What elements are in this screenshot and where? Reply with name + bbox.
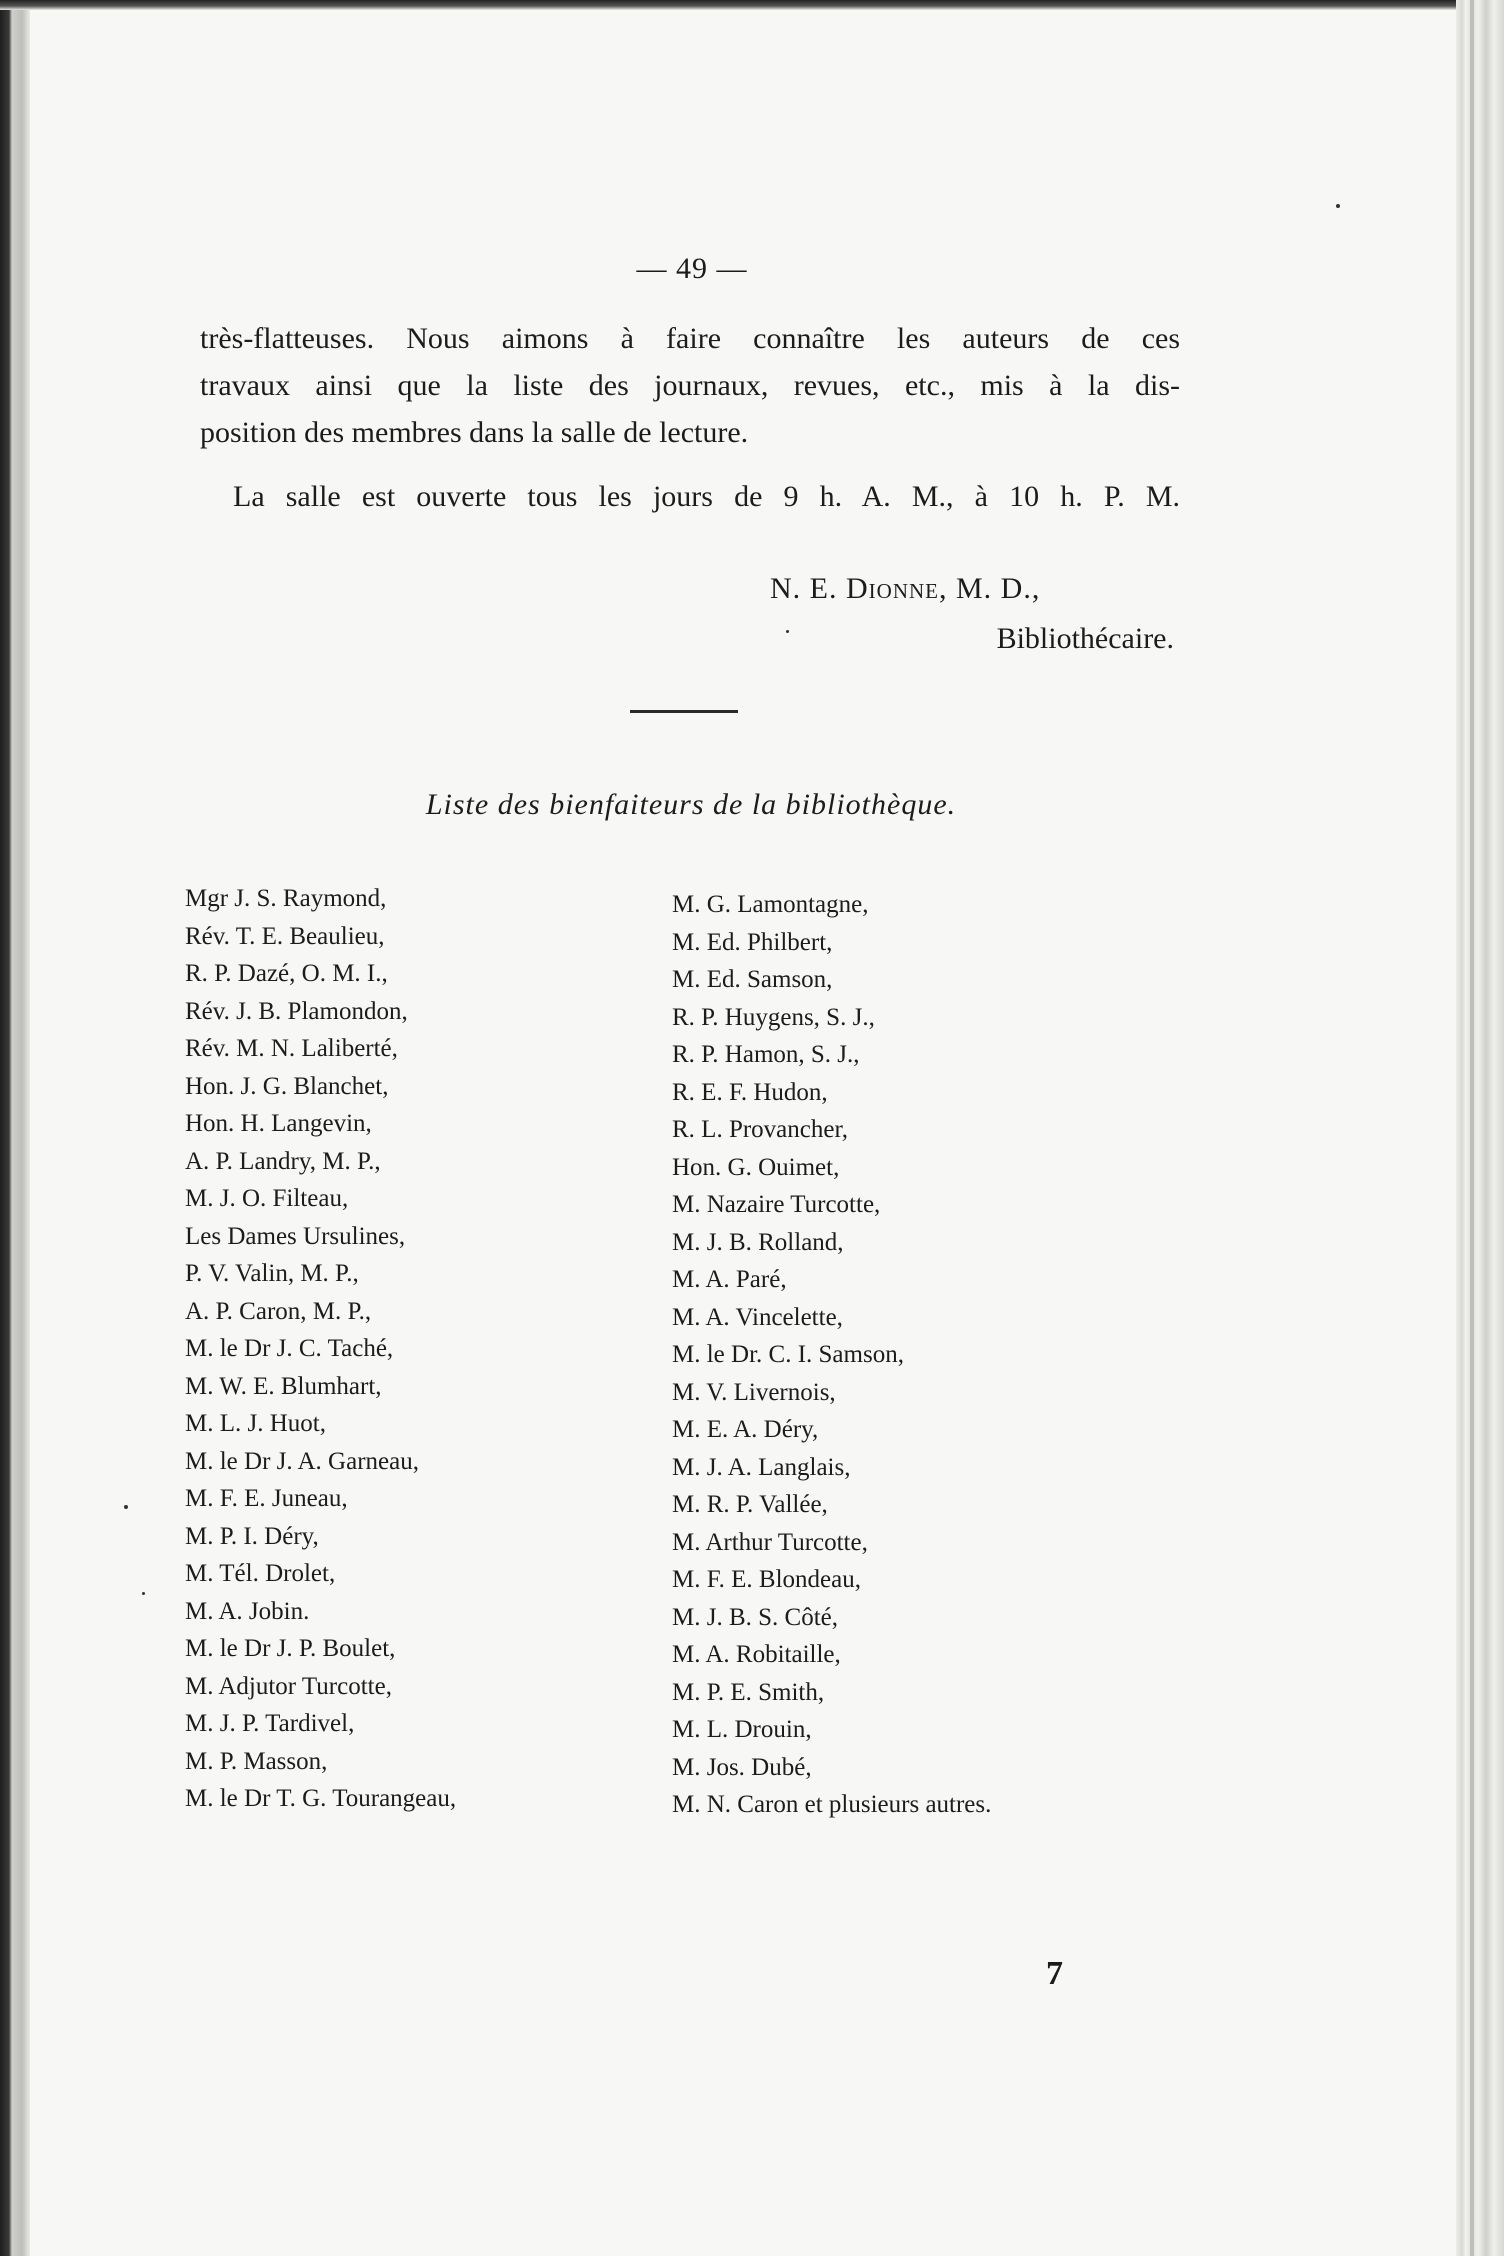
benefactor-name: M. Arthur Turcotte, [672,1528,868,1556]
benefactor-name: M. le Dr J. P. Boulet, [185,1635,396,1662]
benefactor-name: M. V. Livernois, [672,1378,836,1406]
binding-edge [0,0,30,2256]
signatory-name: N. E. Dionne, M. D., [770,572,1041,605]
benefactor-name: M. A. Vincelette, [672,1303,843,1331]
printer-signature-mark: 7 [1046,1955,1063,1992]
benefactor-name: M. W. E. Blumhart, [185,1372,382,1400]
benefactor-name: M. le Dr J. A. Garneau, [185,1447,419,1475]
benefactor-name: M. Ed. Philbert, [672,928,833,956]
benefactor-name: R. L. Provancher, [672,1116,849,1143]
benefactor-name: Hon. J. G. Blanchet, [185,1072,389,1100]
benefactor-name: M. J. O. Filteau, [185,1185,349,1212]
benefactor-name: Rév. T. E. Beaulieu, [185,922,385,950]
page-number: — 49 — [636,252,748,285]
intro-line: travaux ainsi que la liste des journaux, revues, etc., mis à la dis- [200,369,1180,402]
benefactor-name: M. A. Paré, [672,1266,787,1293]
intro-paragraph [200,315,1180,456]
benefactor-name: R. P. Huygens, S. J., [672,1003,875,1031]
benefactor-name: M. L. Drouin, [672,1716,812,1743]
benefactor-name: P. V. Valin, M. P., [185,1260,359,1287]
benefactor-name: M. J. B. Rolland, [672,1228,844,1256]
benefactor-name: Rév. M. N. Laliberté, [185,1035,398,1062]
benefactor-name: M. F. E. Juneau, [185,1485,348,1512]
benefactor-name: M. J. P. Tardivel, [185,1710,355,1737]
benefactor-name: Rév. J. B. Plamondon, [185,997,408,1025]
benefactor-name: Hon. G. Ouimet, [672,1153,840,1181]
benefactor-name: M. P. Masson, [185,1747,328,1775]
opening-hours: La salle est ouverte tous les jours de 9 h. A. M., à 10 h. P. M. [233,480,1180,513]
benefactor-name: M. R. P. Vallée, [672,1491,828,1518]
benefactor-name: A. P. Caron, M. P., [185,1297,372,1325]
dust-speck [1336,204,1340,208]
benefactor-name: R. E. F. Hudon, [672,1078,828,1106]
benefactor-name: M. P. E. Smith, [672,1678,825,1706]
benefactor-name: M. Adjutor Turcotte, [185,1672,392,1700]
signatory-title: Bibliothécaire. [996,622,1174,655]
benefactor-name: M. N. Caron et plusieurs autres. [672,1791,992,1818]
intro-line: position des membres dans la salle de lecture. [200,416,749,449]
signature-block [700,564,1174,664]
benefactor-name: M. E. A. Déry, [672,1416,819,1443]
benefactor-name: M. L. J. Huot, [185,1410,326,1437]
benefactor-name: Les Dames Ursulines, [185,1222,406,1250]
benefactors-right-column [672,886,1232,1824]
top-edge [0,0,1504,10]
benefactor-name: M. le Dr J. C. Taché, [185,1335,394,1362]
section-divider [630,710,738,713]
list-title: Liste des bienfaiteurs de la bibliothèque. [425,788,957,821]
benefactor-name: M. le Dr T. G. Tourangeau, [185,1785,457,1812]
benefactor-name: M. Ed. Samson, [672,966,833,993]
benefactor-name: M. J. B. S. Côté, [672,1603,839,1631]
benefactor-name: M. A. Jobin. [185,1597,310,1625]
benefactor-name: R. P. Hamon, S. J., [672,1041,860,1068]
benefactor-name: M. Tél. Drolet, [185,1560,336,1587]
benefactor-name: M. Nazaire Turcotte, [672,1191,881,1218]
benefactor-name: M. J. A. Langlais, [672,1453,851,1481]
benefactor-name: M. P. I. Déry, [185,1522,319,1550]
dust-speck [142,1592,145,1595]
benefactor-name: M. le Dr. C. I. Samson, [672,1341,904,1368]
dust-speck [786,630,789,633]
benefactor-name: R. P. Dazé, O. M. I., [185,960,388,987]
benefactor-name: M. G. Lamontagne, [672,891,869,918]
dust-speck [124,1505,128,1509]
benefactor-name: M. Jos. Dubé, [672,1753,812,1781]
page-stack-edge [1456,0,1504,2256]
benefactor-name: A. P. Landry, M. P., [185,1147,381,1175]
benefactors-left-column [185,880,645,1818]
benefactor-name: Hon. H. Langevin, [185,1110,372,1137]
benefactor-name: M. F. E. Blondeau, [672,1566,861,1593]
benefactor-name: M. A. Robitaille, [672,1641,841,1668]
intro-line: très-flatteuses. Nous aimons à faire connaître les auteurs de ces [200,322,1180,355]
benefactor-name: Mgr J. S. Raymond, [185,885,387,912]
